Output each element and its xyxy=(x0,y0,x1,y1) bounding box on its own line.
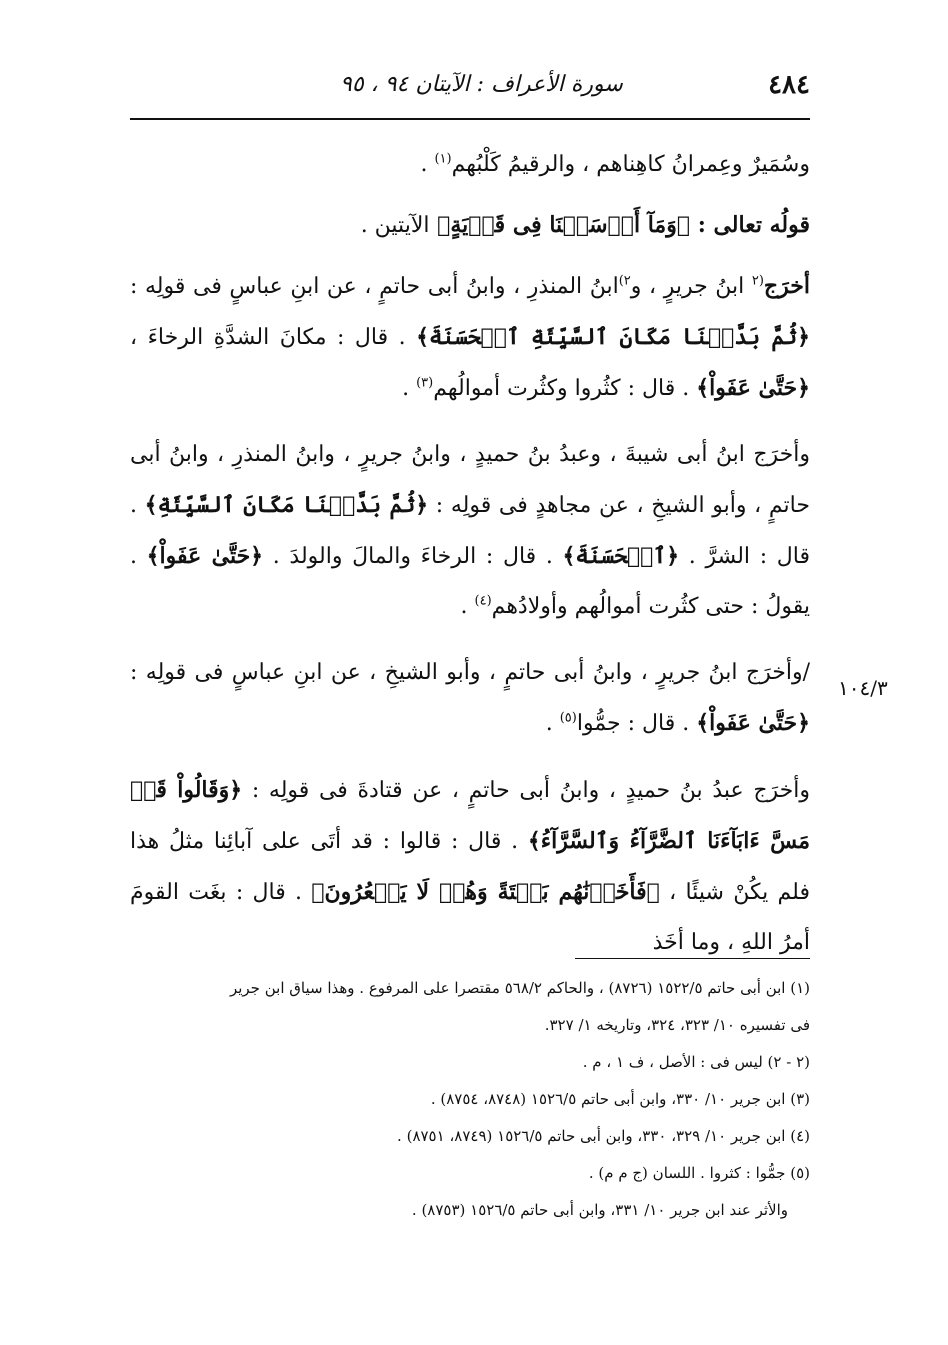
footnote-ref-1: (١) xyxy=(434,151,452,167)
footnote-divider xyxy=(575,958,810,959)
footnote-ref-4: (٤) xyxy=(474,593,492,609)
main-text xyxy=(130,140,810,984)
quran-quote: ﴿ثُمَّ بَدَّلۡنَا مَكَانَ ٱلسَّيِّئَةِ ٱلۡحَسَنَةَ﴾ xyxy=(416,324,810,350)
verse-heading: قولُه تعالى : ﴿وَمَآ أَرۡسَلۡنَا فِى قَرۡيَةٍ﴾ الآيتين . xyxy=(360,212,810,238)
quran-quote: ﴿حَتَّىٰ عَفَواْ﴾ xyxy=(146,543,264,569)
quran-quote: ﴿ثُمَّ بَدَّلۡنَا مَكَانَ ٱلسَّيِّئَةِ﴾ xyxy=(144,492,429,518)
margin-volume-page-marker: ١٠٤/٣ xyxy=(838,676,888,700)
paragraph-4: وأخرَج ابنُ أبى شيبةَ ، وعبدُ بنُ حميدٍ ، وابنُ جريرٍ ، وابنُ المنذرِ ، وابنُ أبى حاتمٍ ، وأبو الشيخِ ، عن مجاهدٍ فى قولِه : ﴿ثُمَّ بَدَّلۡنَا مَكَانَ ٱلسَّيِّئَةِ﴾ . قال : الشرَّ . ﴿ٱلۡحَسَنَةَ﴾ . قال : الرخاءَ والمالَ والولدَ . ﴿حَتَّىٰ عَفَواْ﴾ . يقولُ : حتى كثُرت أموالُهم وأولادُهم$^{(٤)}$ . xyxy=(130,442,810,619)
quran-quote: ﴿ٱلۡحَسَنَةَ﴾ xyxy=(562,543,680,569)
footnote-1-continued: فى تفسيره ١٠/ ٣٢٣، ٣٢٤، وتاريخه ١/ ٣٢٧. xyxy=(544,1016,810,1034)
quran-quote: ﴿حَتَّىٰ عَفَواْ﴾ xyxy=(696,375,810,401)
footnote-ref-2-open: (٢ xyxy=(751,273,764,289)
footnotes xyxy=(130,970,810,1229)
quran-quote: ﴿وَقَالُواْ قَدۡ مَسَّ ءَابَآءَنَا ٱلضَّرَّآءُ وَٱلسَّرَّآءُ﴾ xyxy=(130,777,810,854)
header-divider xyxy=(130,118,810,120)
paragraph-1: وسُمَيرٌ وعِمرانُ كاهِناهم ، والرقيمُ كَلْبُهم$^{(١)}$ . xyxy=(420,151,810,177)
footnote-4: (٤) ابن جرير ١٠/ ٣٢٩، ٣٣٠، وابن أبى حاتم ١٥٢٦/٥ (٨٧٤٩، ٨٧٥١) . xyxy=(397,1127,810,1145)
footnote-ref-5: (٥) xyxy=(559,710,577,726)
quran-quote: ﴿وَمَآ أَرۡسَلۡنَا فِى قَرۡيَةٍ﴾ xyxy=(429,212,698,238)
running-title: سورة الأعراف : الآيتان ٩٤ ، ٩٥ xyxy=(340,72,623,97)
paragraph-5: /وأخرَج ابنُ جريرٍ ، وابنُ أبى حاتمٍ ، وأبو الشيخِ ، عن ابنِ عباسٍ فى قولِه : ﴿حَتَّىٰ عَفَواْ﴾ . قال : جمُّوا$^{(٥)}$ . xyxy=(130,660,810,736)
footnote-ref-3: (٣) xyxy=(416,375,434,391)
quran-quote: ﴿فَأَخَذۡنَٰهُم بَغۡتَةً وَهُمۡ لَا يَشۡعُرُونَ﴾ xyxy=(311,879,660,905)
page-header xyxy=(130,70,810,106)
page-number: ٤٨٤ xyxy=(768,70,810,100)
paragraph-3: أخرَج$^{(٢}$ ابنُ جريرٍ ، و$^{٢)}$ابنُ المنذرِ ، وابنُ أبى حاتمٍ ، عن ابنِ عباسٍ فى قولِه : ﴿ثُمَّ بَدَّلۡنَا مَكَانَ ٱلسَّيِّئَةِ ٱلۡحَسَنَةَ﴾ . قال : مكانَ الشدَّةِ الرخاءَ ، ﴿حَتَّىٰ عَفَواْ﴾ . قال : كثُروا وكثُرت أموالُهم$^{(٣)}$ . xyxy=(130,273,810,401)
footnote-1: (١) ابن أبى حاتم ١٥٢٢/٥ (٨٧٢٦) ، والحاكم ٥٦٨/٢ مقتصرا على المرفوع . وهذا سياق ابن جرير xyxy=(229,979,810,997)
footnote-3: (٣) ابن جرير ١٠/ ٣٣٠، وابن أبى حاتم ١٥٢٦/٥ (٨٧٤٨، ٨٧٥٤) . xyxy=(430,1090,810,1108)
footnote-5: (٥) جمُّوا : كثروا . اللسان (ج م م) . xyxy=(588,1164,810,1182)
footnote-2: (٢ - ٢) ليس فى : الأصل ، ف ١ ، م . xyxy=(582,1053,810,1071)
footnote-5-continued: والأثر عند ابن جرير ١٠/ ٣٣١، وابن أبى حاتم ١٥٢٦/٥ (٨٧٥٣) . xyxy=(411,1201,788,1219)
heading-lead: قولُه تعالى : xyxy=(697,212,810,238)
paragraph-6: وأخرَج عبدُ بنُ حميدٍ ، وابنُ أبى حاتمٍ ، عن قتادةَ فى قولِه : ﴿وَقَالُواْ قَدۡ مَسَّ ءَابَآءَنَا ٱلضَّرَّآءُ وَٱلسَّرَّآءُ﴾ . قال : قالوا : قد أتَى على آبائِنا مثلُ هذا فلم يكُنْ شيئًا ، ﴿فَأَخَذۡنَٰهُم بَغۡتَةً وَهُمۡ لَا يَشۡعُرُونَ﴾ . قال : بغَت القومَ أمرُ اللهِ ، وما أخَذ xyxy=(130,777,810,955)
quran-quote: ﴿حَتَّىٰ عَفَواْ﴾ xyxy=(696,710,810,736)
footnote-ref-2-close: ٢) xyxy=(618,273,631,289)
